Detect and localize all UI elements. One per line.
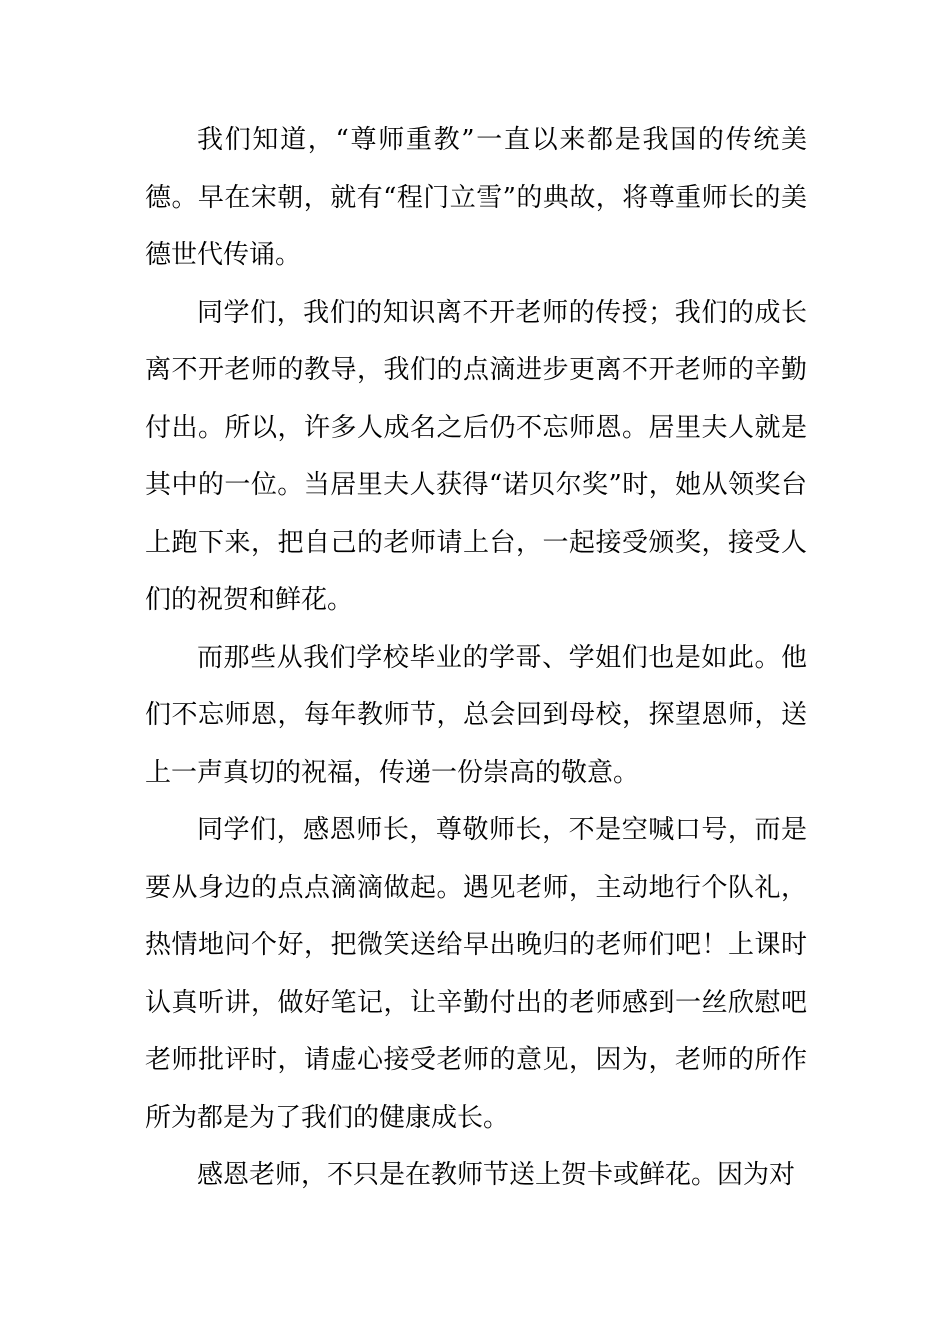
paragraph-alumni: 而那些从我们学校毕业的学哥、学姐们也是如此。他们不忘师恩，每年教师节，总会回到母校，探望恩师，送上一声真切的祝福，传递一份崇高的敬意。 [145,642,807,788]
paragraph-respect-tradition: 我们知道，“尊师重教”一直以来都是我国的传统美德。早在宋朝，就有“程门立雪”的典故，将尊重师长的美德世代传诵。 [145,125,807,270]
paragraph-gratitude: 感恩老师，不只是在教师节送上贺卡或鲜花。因为对 [197,1160,796,1190]
document-body [145,112,807,1205]
paragraph-daily-actions: 同学们，感恩师长，尊敬师长，不是空喊口号，而是要从身边的点点滴滴做起。遇见老师，主动地行个队礼，热情地问个好，把微笑送给早出晚归的老师们吧！上课时认真听讲，做好笔记，让辛勤付出的老师感到一丝欣慰吧老师批评时，请虚心接受老师的意见，因为，老师的所作所为都是为了我们的健康成长。 [145,815,807,1133]
paragraph-curie-story: 同学们，我们的知识离不开老师的传授；我们的成长离不开老师的教导，我们的点滴进步更离不开老师的辛勤付出。所以，许多人成名之后仍不忘师恩。居里夫人就是其中的一位。当居里夫人获得“诺贝尔奖”时，她从领奖台上跑下来，把自己的老师请上台，一起接受颁奖，接受人们的祝贺和鲜花。 [145,297,807,615]
